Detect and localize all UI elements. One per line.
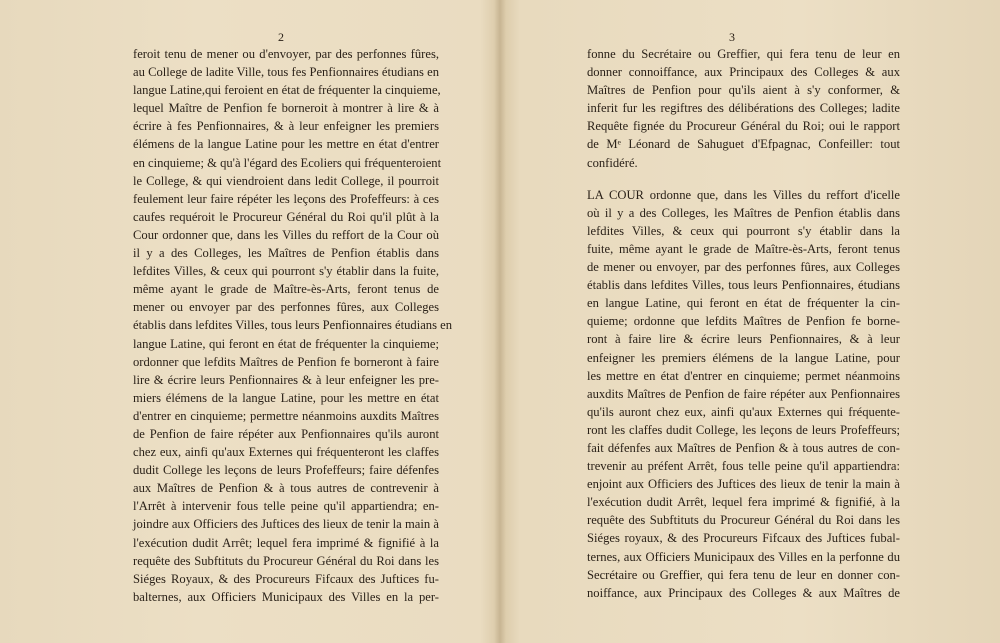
text-line: feroit tenu de mener ou d'envoyer, par des perfonnes fûres, — [133, 47, 439, 61]
text-line: lefdites Villes, & ceux qui pourront s'y établir dans la — [587, 223, 900, 238]
body-text — [587, 45, 900, 602]
text-line: écrire à fes Penfionnaires, & à leur enfeigner les premiers — [133, 119, 439, 134]
text-line: lequel Maître de Penfion fe borneroit à montrer à lire & à — [133, 101, 439, 116]
text-line: feulement leur faire répéter les leçons des Profeffeurs: à ces — [133, 191, 439, 206]
text-line: trevenir au préfent Arrêt, fous telle peine qu'il appartiendra: — [587, 459, 900, 474]
text-line: requête des Subftituts du Procureur Général du Roi dans les — [133, 553, 439, 568]
text-line: même ayant le grade de Maître-ès-Arts, feront tenus de — [133, 282, 439, 297]
text-line: l'Arrêt à intervenir fous telle peine qu'il appartiendra; en- — [133, 499, 439, 514]
text-line: inferit fur les regiftres des délibérations des Colleges; ladite — [587, 101, 900, 116]
text-line: le College, & qui viendroient dans ledit College, il pourroit — [133, 173, 439, 188]
page-number: 3 — [729, 30, 735, 44]
text-line: langue Latine, qui feront en état de fréquenter la cinquieme; — [133, 336, 439, 351]
text-line: fonne du Secrétaire ou Greffier, qui fera tenu de leur en — [587, 47, 900, 61]
text-line: mener ou envoyer par des perfonnes fûres, aux Colleges — [133, 300, 439, 315]
text-line: qu'ils auront chez eux, ainfi qu'aux Externes qui fréquente- — [587, 404, 900, 419]
paragraph — [587, 186, 900, 602]
text-line: de Penfion de faire répéter aux Penfionnaires qu'ils auront — [133, 426, 439, 441]
text-line: l'exécution dudit Arrêt, lequel fera imprimé & fignifié, à la — [587, 495, 900, 510]
text-line: où il y a des Colleges, les Maîtres de Penfion établis dans — [587, 205, 900, 220]
text-line: au College de ladite Ville, tous fes Penfionnaires étudians en — [133, 65, 439, 80]
text-line: enfeigner les premiers élémens de la langue Latine, pour — [587, 350, 900, 365]
text-line: ront à faire lire & écrire leurs Penfionnaires, & à leur — [587, 332, 900, 347]
page-number: 2 — [278, 30, 284, 44]
text-line: Secrétaire ou Greffier, qui fera tenu de leur en donner con- — [587, 567, 900, 582]
text-line: d'entrer en cinquieme; permettre néanmoins auxdits Maîtres — [133, 408, 439, 423]
text-line: auxdits Maîtres de Penfion de faire répéter aux Penfionnaires — [587, 386, 900, 401]
text-line: en cinquieme; & qu'à l'égard des Ecoliers qui fréquenteroient — [133, 155, 442, 170]
text-line: ternes, aux Officiers Municipaux des Villes en la perfonne du — [587, 549, 900, 564]
text-line: il y a des Colleges, les Maîtres de Penfion établis dans — [133, 246, 439, 261]
text-line: dudit College les leçons de leurs Profeffeurs; faire défenfes — [133, 463, 439, 478]
text-line: de Mᵉ Léonard de Sahuguet d'Efpagnac, Confeiller: tout — [587, 137, 900, 152]
text-line: noiffance, aux Principaux des Colleges & aux Maîtres de — [587, 585, 900, 600]
text-line: miers élémens de la langue Latine, pour les mettre en état — [133, 390, 439, 405]
paragraph-gap — [587, 172, 900, 186]
text-line: élémens de la langue Latine pour les mettre en état d'entrer — [133, 137, 439, 152]
paragraph — [587, 45, 900, 172]
text-line: Requête fignée du Procureur Général du Roi; oui le rapport — [587, 119, 900, 134]
text-line: requête des Subftituts du Procureur Général du Roi dans les — [587, 513, 900, 528]
right-page — [503, 0, 1000, 643]
text-line: chez eux, ainfi qu'aux Externes qui fréquenteront les claffes — [133, 445, 439, 460]
text-line: lire & écrire leurs Penfionnaires & à leur enfeigner les pre- — [133, 372, 439, 387]
text-line: caufes requéroit le Procureur Général du Roi qu'il plût à la — [133, 209, 439, 224]
text-line: Siéges royaux, & des Procureurs Fifcaux des Juftices fubal- — [587, 531, 900, 546]
text-line: quieme; ordonne que lefdits Maîtres de Penfion fe borne- — [587, 314, 900, 329]
text-line: en langue Latine, qui feront en état de fréquenter la cin- — [587, 296, 900, 311]
text-line: fait défenfes aux Maîtres de Penfion & à tous autres de con- — [587, 440, 900, 455]
text-line: aux Maîtres de Penfion & à tous autres de contrevenir à — [133, 481, 439, 496]
text-line: Siéges Royaux, & des Procureurs Fifcaux des Juftices fu- — [133, 571, 439, 586]
text-line: lefdites Villes, & ceux qui pourront s'y établir dans la fuite, — [133, 264, 439, 279]
text-line: fuite, même ayant le grade de Maître-ès-Arts, feront tenus — [587, 241, 900, 256]
text-line: confidéré. — [587, 155, 638, 170]
text-line: ront les claffes dudit College, les leçons de leurs Profeffeurs; — [587, 422, 900, 437]
text-line: enjoint aux Officiers des Juftices des lieux de tenir la main à — [587, 477, 900, 492]
text-line: Cour ordonner que, dans les Villes du reffort de la Cour où — [133, 227, 439, 242]
text-line: l'exécution dudit Arrêt; lequel fera imprimé & fignifié à la — [133, 535, 439, 550]
text-line: établis dans lefdites Villes, tous leurs Penfionnaires étudians en — [133, 318, 453, 333]
text-line: joindre aux Officiers des Juftices des lieux de tenir la main à — [133, 517, 439, 532]
text-line: Maîtres de Penfion pour qu'ils aient à s'y conformer, & — [587, 83, 900, 98]
left-page — [0, 0, 497, 643]
text-line: balternes, aux Officiers Municipaux des Villes en la per- — [133, 589, 439, 604]
text-line: de mener ou envoyer, par des perfonnes fûres, aux Colleges — [587, 260, 900, 275]
text-line: LA COUR ordonne que, dans les Villes du reffort d'icelle — [587, 187, 900, 202]
text-line: établis dans lefdites Villes, tous leurs Penfionnaires, étudians — [587, 278, 900, 293]
text-line: langue Latine,qui feroient en état de fréquenter la cinquieme, — [133, 83, 441, 98]
text-line: donner connoiffance, aux Principaux des Colleges & aux — [587, 65, 900, 80]
text-line: ordonner que lefdits Maîtres de Penfion fe borneront à faire — [133, 354, 439, 369]
text-line: les mettre en état d'entrer en cinquieme; permet néanmoins — [587, 368, 900, 383]
body-text — [133, 45, 453, 606]
